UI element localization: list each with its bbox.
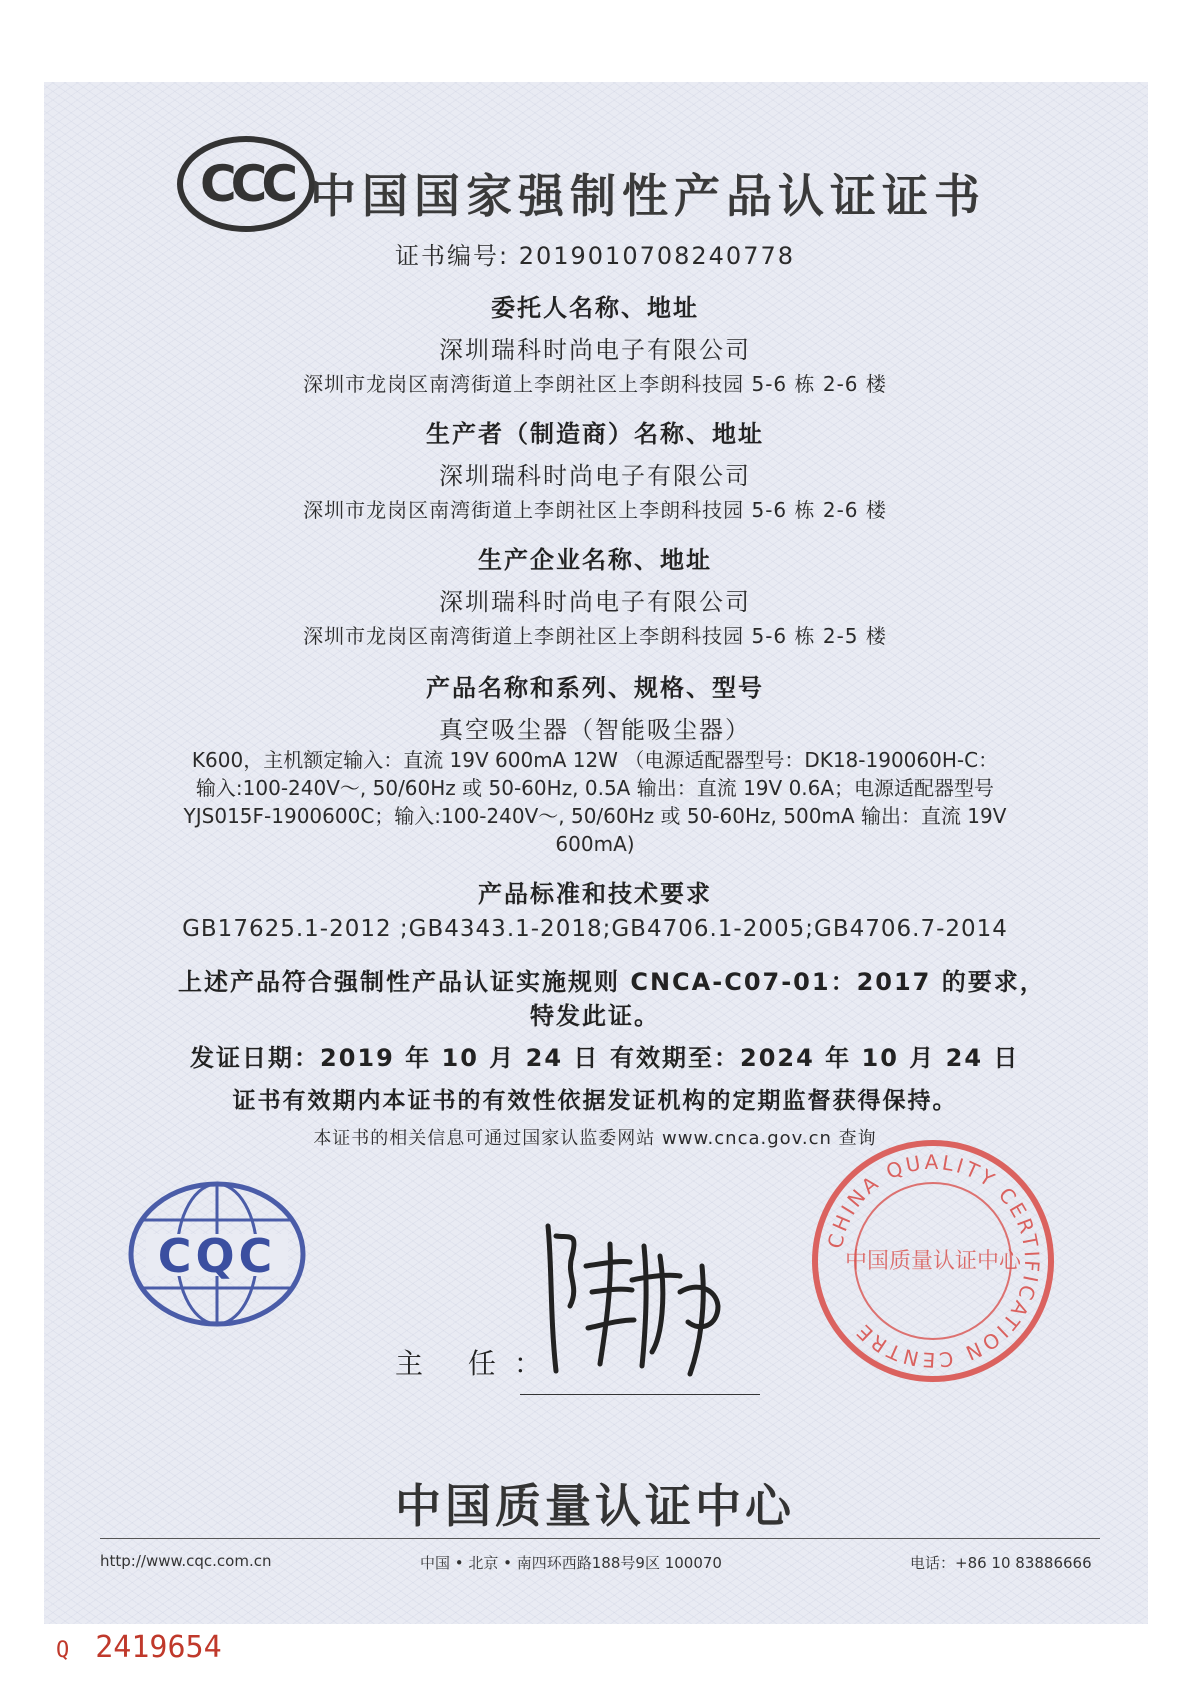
- validity-note: 证书有效期内本证书的有效性依据发证机构的定期监督获得保持。: [232, 1088, 958, 1114]
- factory-label: 生产企业名称、地址: [478, 546, 712, 574]
- query-note: 本证书的相关信息可通过国家认监委网站 www.cnca.gov.cn 查询: [313, 1128, 877, 1149]
- conformity-statement-end: 特发此证。: [530, 1002, 660, 1030]
- client-name: 深圳瑞科时尚电子有限公司: [439, 336, 751, 364]
- seal-inner-text: 中国质量认证中心: [844, 1249, 1022, 1274]
- cqc-logo-text: CQC: [157, 1229, 277, 1283]
- standards-label: 产品标准和技术要求: [478, 880, 712, 908]
- director-signature: [520, 1196, 740, 1396]
- official-seal: [808, 1136, 1058, 1386]
- certificate-number: 证书编号: 2019010708240778: [394, 242, 796, 270]
- manufacturer-name: 深圳瑞科时尚电子有限公司: [439, 462, 751, 490]
- serial-value: 2419654: [95, 1630, 222, 1665]
- factory-name: 深圳瑞科时尚电子有限公司: [439, 588, 751, 616]
- footer-phone: 电话：+86 10 83886666: [910, 1554, 1092, 1572]
- footer-address: 中国 • 北京 • 南四环西路188号9区 100070: [420, 1554, 722, 1572]
- ccc-logo-text: CCC: [199, 155, 293, 213]
- model-line: K600，主机额定输入：直流 19V 600mA 12W （电源适配器型号：DK18-190060H-C：: [191, 748, 999, 772]
- issuer-name: 中国质量认证中心: [395, 1479, 795, 1533]
- model-line: 600mA): [555, 832, 635, 856]
- manufacturer-address: 深圳市龙岗区南湾街道上李朗社区上李朗科技园 5-6 栋 2-6 楼: [303, 498, 887, 522]
- footer-divider: [100, 1538, 1100, 1539]
- director-label: 主 任：: [395, 1347, 560, 1380]
- client-address: 深圳市龙岗区南湾街道上李朗社区上李朗科技园 5-6 栋 2-6 楼: [303, 372, 887, 396]
- expiry-date: 有效期至：2024 年 10 月 24 日: [610, 1044, 1020, 1072]
- footer-website: http://www.cqc.com.cn: [100, 1552, 272, 1570]
- client-label: 委托人名称、地址: [491, 294, 699, 322]
- cqc-logo: [122, 1176, 312, 1332]
- issue-date: 发证日期：2019 年 10 月 24 日: [190, 1044, 600, 1072]
- product-label: 产品名称和系列、规格、型号: [426, 674, 764, 702]
- serial-prefix: Q: [56, 1638, 70, 1663]
- product-model: [0, 746, 1190, 858]
- model-line: YJS015F-1900600C；输入:100-240V～, 50/60Hz 或 50-60Hz, 500mA 输出：直流 19V: [183, 804, 1007, 828]
- product-name: 真空吸尘器（智能吸尘器）: [439, 716, 751, 744]
- model-line: 输入:100-240V～, 50/60Hz 或 50-60Hz, 0.5A 输出：直流 19V 0.6A；电源适配器型号: [195, 776, 995, 800]
- manufacturer-label: 生产者（制造商）名称、地址: [426, 420, 764, 448]
- ccc-logo: [176, 135, 316, 233]
- certificate-title: 中国国家强制性产品认证证书: [310, 169, 986, 223]
- signature-line: [520, 1394, 760, 1395]
- standards-value: GB17625.1-2012 ;GB4343.1-2018;GB4706.1-2005;GB4706.7-2014: [182, 916, 1008, 942]
- seal-outer-text: CHINA QUALITY CERTIFICATION CENTRE: [822, 1149, 1045, 1373]
- factory-address: 深圳市龙岗区南湾街道上李朗社区上李朗科技园 5-6 栋 2-5 楼: [303, 624, 887, 648]
- serial-number: [56, 1630, 222, 1665]
- conformity-statement: 上述产品符合强制性产品认证实施规则 CNCA-C07-01：2017 的要求，: [178, 968, 1046, 996]
